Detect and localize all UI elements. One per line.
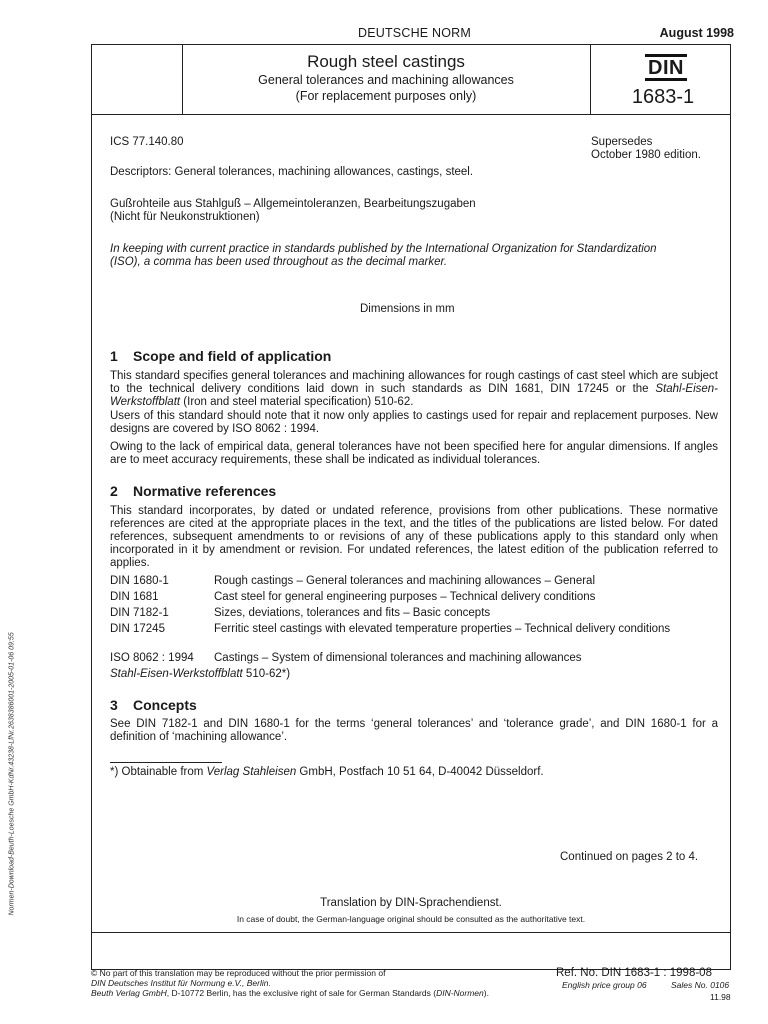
footnote — [110, 766, 544, 779]
section-number: 1 — [110, 348, 118, 364]
ics-code: ICS 77.140.80 — [110, 136, 184, 148]
download-watermark: Normen-Download-Beuth-Loesche GmbH-KdNr.43238-LfNr.2638386001-2005-01-06 09:55 — [8, 632, 16, 916]
document-subtitle-note: (For replacement purposes only) — [295, 89, 477, 103]
title-block-divider — [91, 114, 731, 115]
descriptors: Descriptors: General tolerances, machining allowances, castings, steel. — [110, 166, 474, 178]
german-title-note: (Nicht für Neukonstruktionen) — [110, 211, 260, 223]
doubt-note: In case of doubt, the German-language original should be consulted as the authoritative text. — [236, 914, 586, 924]
italic-run: Stahl-Eisen-Werkstoffblatt — [110, 383, 718, 408]
din-logo: DIN — [645, 54, 687, 81]
supersedes-edition: October 1980 edition. — [591, 149, 701, 161]
supersedes-label: Supersedes — [591, 136, 653, 148]
ref-code: DIN 17245 — [110, 623, 165, 635]
ref-code: DIN 1681 — [110, 591, 159, 603]
copyright-line-3 — [91, 988, 489, 998]
section-title: Normative references — [133, 483, 277, 499]
text-run: 510-62*) — [242, 668, 291, 680]
ref-last — [110, 668, 290, 681]
ref-description: Cast steel for general engineering purposes – Technical delivery conditions — [214, 591, 596, 603]
section-title: Concepts — [133, 697, 197, 713]
text-run: *) Obtainable from — [110, 766, 207, 778]
text-run: GmbH, Postfach 10 51 64, D-40042 Düsseldorf. — [296, 766, 544, 778]
price-group: English price group 06 — [562, 980, 647, 990]
section-1-para-1 — [110, 370, 718, 409]
ref-code: ISO 8062 : 1994 — [110, 652, 194, 664]
bottom-divider — [91, 932, 731, 933]
copyright-line-2: DIN Deutsches Institut für Normung e.V., Berlin. — [91, 978, 271, 988]
issue-date: August 1998 — [659, 26, 734, 40]
iso-note-line1: In keeping with current practice in standards published by the International Organization for Standardization — [110, 243, 657, 255]
ref-description: Ferritic steel castings with elevated temperature properties – Technical delivery conditions — [214, 623, 671, 635]
norm-label: DEUTSCHE NORM — [357, 26, 472, 40]
section-title: Scope and field of application — [133, 348, 332, 364]
italic-run: DIN-Normen — [436, 988, 484, 998]
title-right-divider — [590, 44, 591, 115]
copyright-line-1: © No part of this translation may be reproduced without the prior permission of — [91, 968, 386, 978]
section-3-heading — [110, 697, 197, 713]
section-2-heading — [110, 483, 276, 499]
text-run: (Iron and steel material specification) 510-62. — [180, 396, 414, 408]
text-run: , D-10772 Berlin, has the exclusive right of sale for German Standards ( — [166, 988, 437, 998]
section-1-para-2: Users of this standard should note that it now only applies to castings used for repair and replacement purposes. New designs are covered by ISO 8062 : 1994. — [110, 410, 718, 435]
footnote-rule — [110, 762, 222, 763]
sales-number: Sales No. 0106 — [671, 980, 730, 990]
document-title: Rough steel castings — [307, 52, 465, 71]
print-code: 11.98 — [710, 992, 731, 1002]
ref-description: Castings – System of dimensional tolerances and machining allowances — [214, 652, 582, 664]
document-subtitle: General tolerances and machining allowances — [258, 73, 514, 87]
section-number: 3 — [110, 697, 118, 713]
continued-note: Continued on pages 2 to 4. — [560, 851, 699, 863]
standard-number: 1683-1 — [631, 86, 695, 108]
italic-run: Stahl-Eisen-Werkstoffblatt — [110, 668, 243, 680]
section-number: 2 — [110, 483, 118, 499]
italic-run: Beuth Verlag GmbH — [91, 988, 167, 998]
section-1-para-3: Owing to the lack of empirical data, general tolerances have not been specified here for angular dimensions. If angles are to meet accuracy requirements, these shall be indicated as individual tolerances. — [110, 441, 718, 466]
italic-run: Verlag Stahleisen — [206, 766, 297, 778]
dimensions-note: Dimensions in mm — [360, 303, 455, 315]
ref-code: DIN 1680-1 — [110, 575, 169, 587]
text-run: ). — [483, 988, 489, 998]
section-3-para: See DIN 7182-1 and DIN 1680-1 for the terms ‘general tolerances’ and ‘tolerance grade’, and DIN 1680-1 for a definition of ‘machining allowance’. — [110, 718, 718, 743]
section-2-intro: This standard incorporates, by dated or undated reference, provisions from other publications. These normative references are cited at the appropriate places in the text, and the titles of the publications are listed below. For dated references, subsequent amendments to or revisions of any of these publications apply to this standard only when incorporated in it by amendment or revision. For undated references, the latest edition of the publication referred to applies. — [110, 505, 718, 569]
text-run: This standard specifies general tolerances and machining allowances for rough castings of cast steel which are subject to the technical delivery conditions laid down in such standards as DIN 1681, DIN 17245 or the — [110, 370, 718, 395]
translation-note: Translation by DIN-Sprachendienst. — [320, 897, 502, 909]
reference-number: Ref. No. DIN 1683-1 : 1998-08 — [556, 967, 712, 979]
ref-description: Sizes, deviations, tolerances and fits – Basic concepts — [214, 607, 491, 619]
ref-description: Rough castings – General tolerances and machining allowances – General — [214, 575, 596, 587]
iso-note-line2: (ISO), a comma has been used throughout as the decimal marker. — [110, 256, 448, 268]
section-1-heading — [110, 348, 331, 364]
ref-code: DIN 7182-1 — [110, 607, 169, 619]
german-title: Gußrohteile aus Stahlguß – Allgemeintoleranzen, Bearbeitungszugaben — [110, 198, 476, 210]
